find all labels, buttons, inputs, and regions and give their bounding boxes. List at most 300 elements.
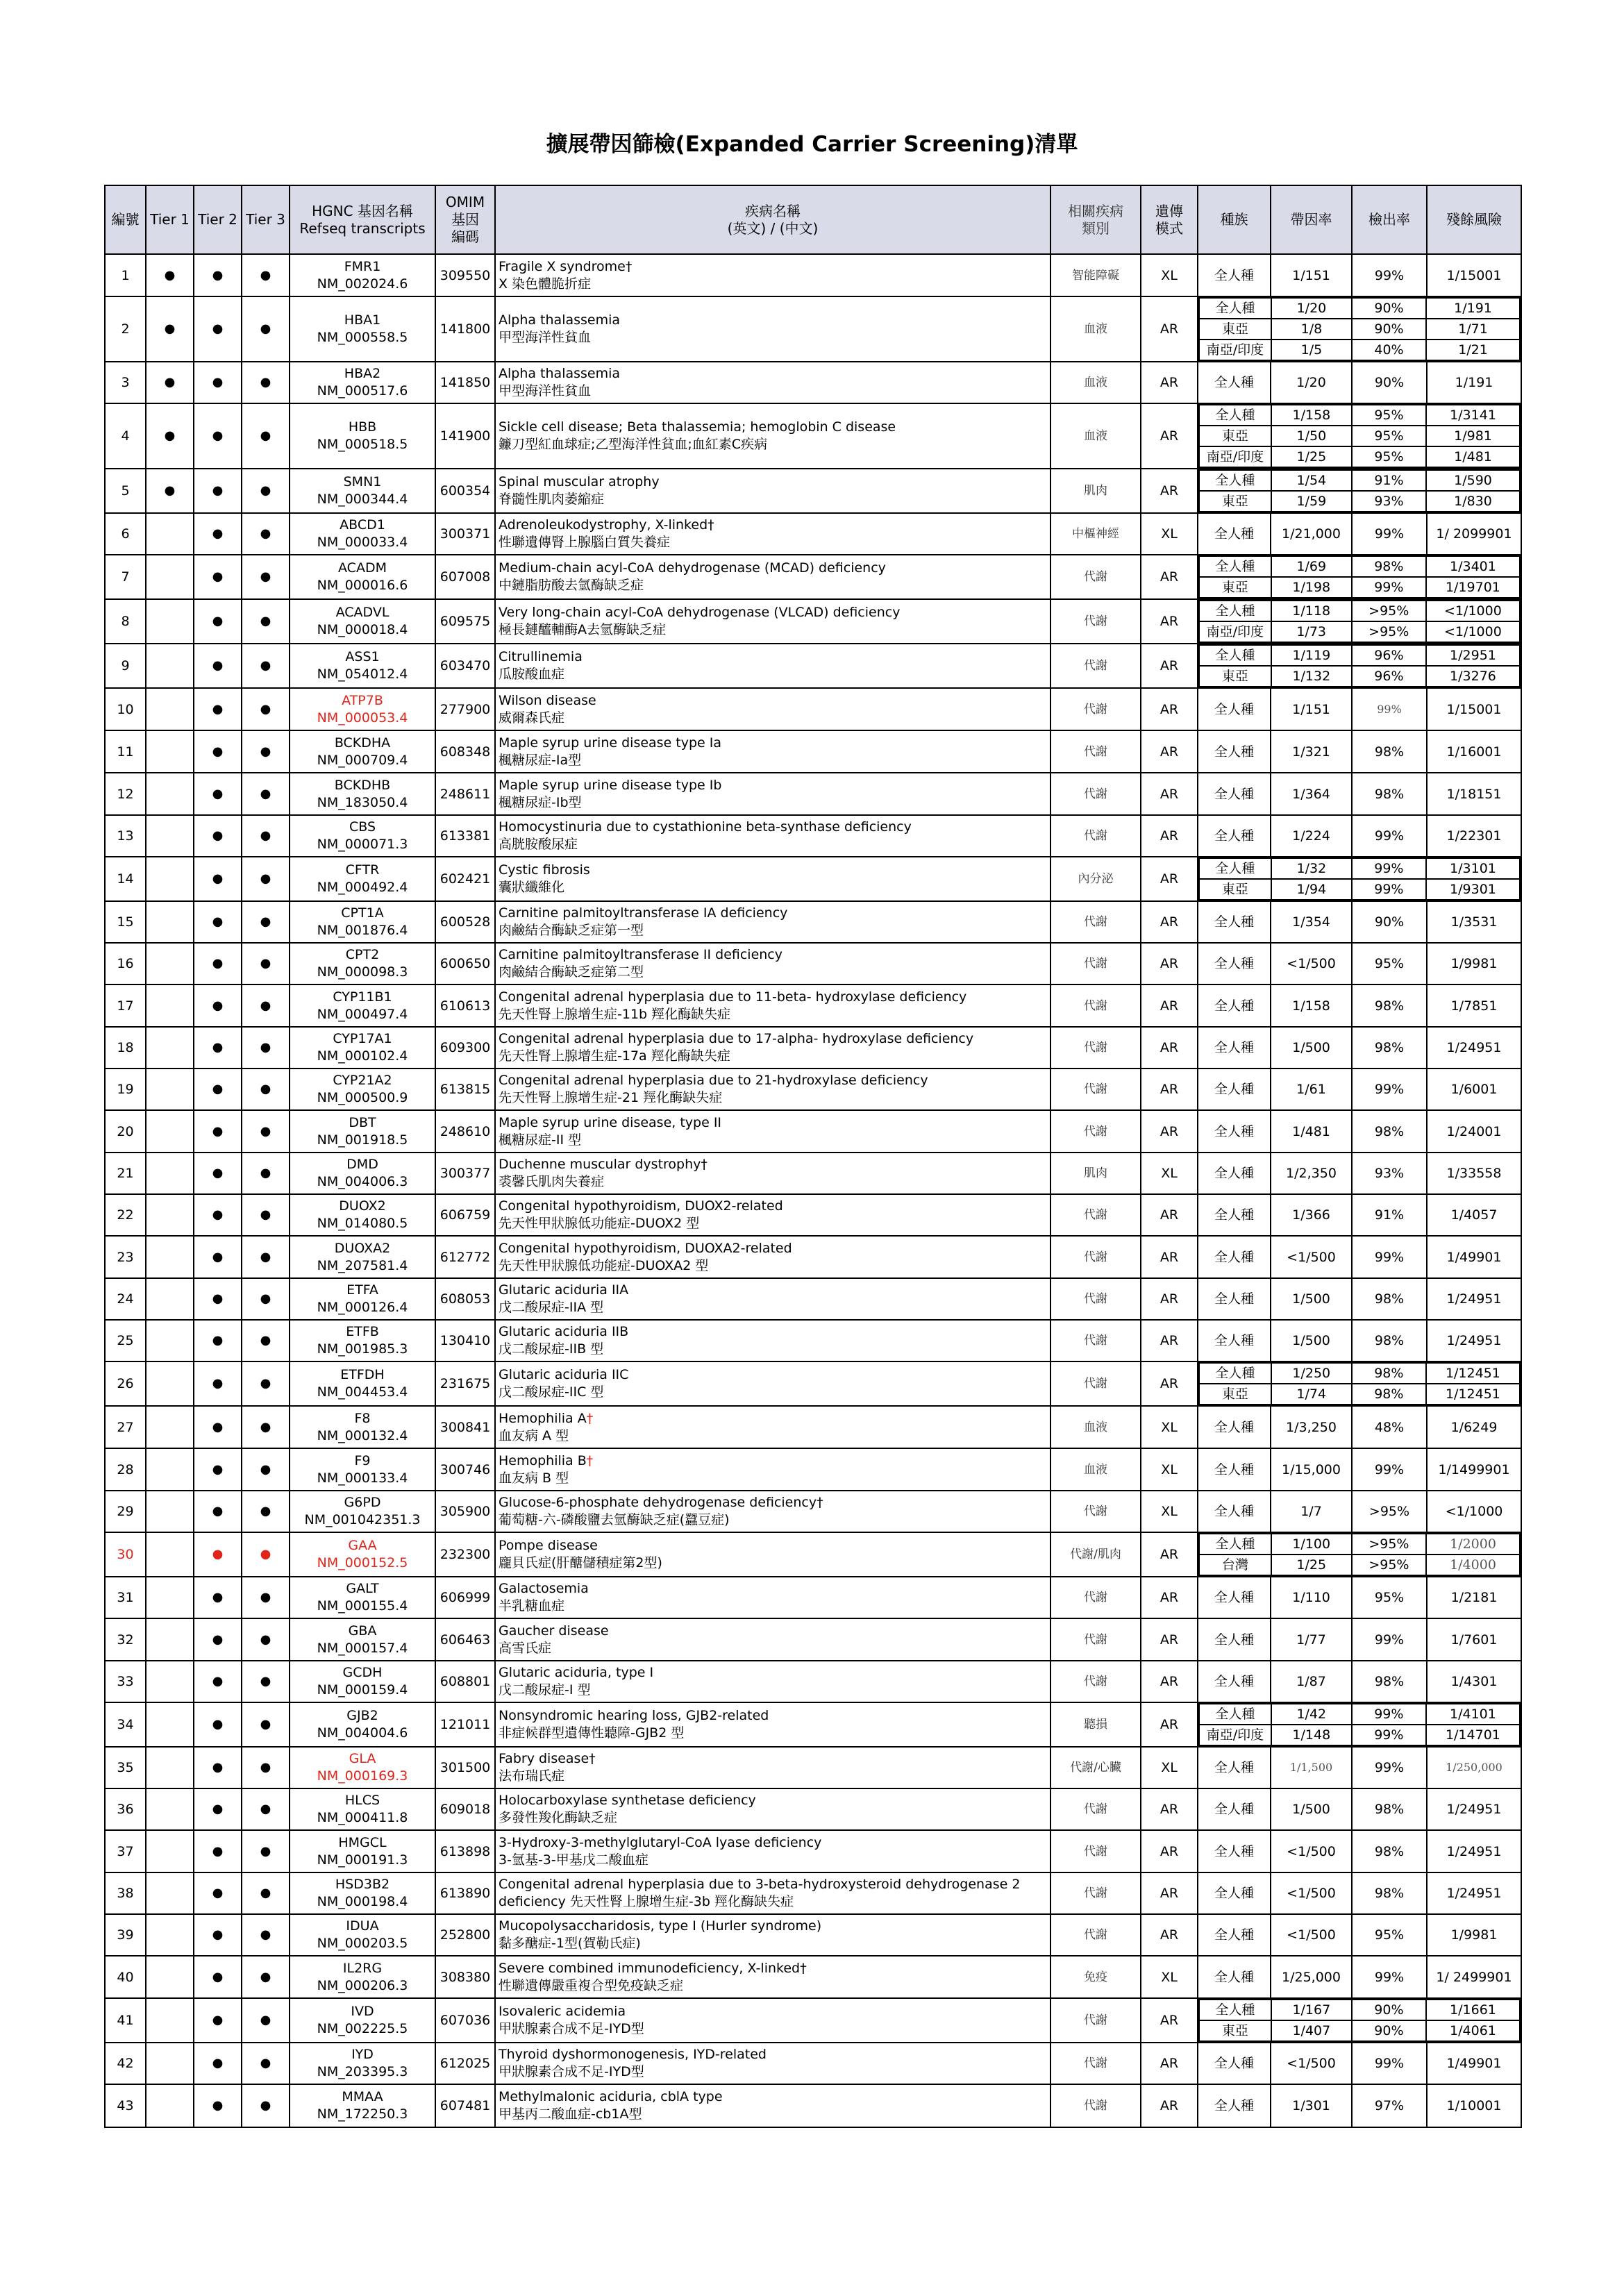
disease-category: 代謝 — [1050, 1110, 1141, 1153]
tier1-cell — [146, 1956, 194, 1998]
tier-bullet: ● — [260, 1376, 271, 1391]
ethnicity: 全人種 — [1199, 405, 1271, 426]
tier-bullet: ● — [260, 1802, 271, 1816]
row-number: 14 — [105, 857, 146, 901]
tier-bullet: ● — [212, 1760, 224, 1775]
tier2-cell — [194, 1236, 242, 1278]
header-category: 相關疾病 類別 — [1050, 185, 1141, 254]
population-row — [1199, 666, 1520, 687]
tier2-cell — [194, 1998, 242, 2043]
refseq-transcript: NM_000159.4 — [317, 1682, 408, 1698]
residual-risk: 1/2181 — [1427, 1577, 1521, 1618]
inheritance-mode: AR — [1141, 2084, 1198, 2127]
disease-en-text: Cystic fibrosis — [499, 862, 590, 878]
disease-category: 代謝 — [1050, 1998, 1141, 2043]
table-header-row — [105, 185, 1521, 254]
row-number: 9 — [105, 644, 146, 688]
disease-name-en — [499, 1114, 1050, 1132]
row-number: 40 — [105, 1956, 146, 1998]
disease-name-en — [499, 648, 1050, 666]
detection-rate: 99% — [1352, 858, 1426, 879]
tier2-cell — [194, 730, 242, 773]
population-data-cell — [1198, 469, 1521, 513]
disease-en-text: Gaucher disease — [499, 1623, 609, 1639]
disease-cell — [495, 1491, 1050, 1532]
carrier-frequency: 1/224 — [1271, 815, 1352, 857]
carrier-frequency: 1/21,000 — [1271, 513, 1352, 555]
carrier-frequency: 1/54 — [1271, 470, 1352, 491]
disease-cell — [495, 1618, 1050, 1661]
header-inheritance: 遺傳 模式 — [1141, 185, 1198, 254]
tier-bullet: ● — [212, 1886, 224, 1900]
tier-bullet: ● — [212, 1969, 224, 1984]
tier1-cell — [146, 1788, 194, 1830]
refseq-transcript: NM_000098.3 — [317, 964, 408, 980]
residual-risk: <1/1000 — [1427, 1491, 1521, 1532]
disease-name-en — [499, 1452, 1050, 1470]
inheritance-mode: XL — [1141, 513, 1198, 555]
table-row — [105, 984, 1521, 1027]
detection-rate: 95% — [1352, 405, 1426, 426]
carrier-screening-table — [104, 185, 1522, 2128]
header-carrier-freq: 帶因率 — [1271, 185, 1352, 254]
carrier-frequency: 1/118 — [1271, 601, 1352, 621]
population-row — [1199, 446, 1520, 467]
table-row — [105, 513, 1521, 555]
refseq-transcript: NM_004453.4 — [317, 1384, 408, 1400]
tier3-cell — [242, 857, 290, 901]
disease-en-text: Maple syrup urine disease type Ia — [499, 735, 722, 751]
tier3-cell — [242, 1618, 290, 1661]
gene-symbol: IYD — [351, 2047, 374, 2062]
detection-rate: 98% — [1352, 730, 1427, 773]
carrier-frequency: 1/407 — [1271, 2020, 1352, 2041]
table-row — [105, 555, 1521, 599]
inheritance-mode: AR — [1141, 1618, 1198, 1661]
gene-cell — [290, 773, 435, 815]
residual-risk: 1/21 — [1426, 340, 1520, 360]
tier2-cell — [194, 1194, 242, 1236]
tier1-cell — [146, 1914, 194, 1956]
omim-code: 607008 — [435, 555, 495, 599]
detection-rate: 98% — [1352, 1278, 1427, 1320]
tier3-cell — [242, 1830, 290, 1872]
disease-en-text: Glutaric aciduria IIA — [499, 1282, 629, 1298]
inheritance-mode: AR — [1141, 1998, 1198, 2043]
row-number: 17 — [105, 984, 146, 1027]
tier-bullet: ● — [260, 1717, 271, 1732]
tier1-cell — [146, 901, 194, 943]
tier1-cell — [146, 857, 194, 901]
detection-rate: 98% — [1352, 1830, 1427, 1872]
residual-risk: 1/12451 — [1426, 1363, 1520, 1384]
population-row — [1199, 577, 1520, 598]
tier-bullet: ● — [260, 321, 271, 336]
gene-symbol: HBA2 — [344, 366, 381, 381]
disease-name-en — [499, 1750, 1050, 1768]
tier-bullet: ● — [212, 1291, 224, 1306]
row-number: 29 — [105, 1491, 146, 1532]
tier2-cell — [194, 1788, 242, 1830]
carrier-frequency: <1/500 — [1271, 943, 1352, 984]
disease-cell — [495, 1361, 1050, 1406]
table-row — [105, 688, 1521, 730]
tier3-cell — [242, 1406, 290, 1448]
population-row — [1199, 879, 1520, 900]
carrier-frequency: 1/250 — [1271, 1363, 1352, 1384]
tier2-cell — [194, 984, 242, 1027]
tier-bullet: ● — [212, 1504, 224, 1518]
gene-symbol: HBB — [348, 419, 377, 435]
carrier-frequency: 1/74 — [1271, 1384, 1352, 1405]
tier2-cell — [194, 1278, 242, 1320]
tier-bullet: ● — [212, 526, 224, 541]
carrier-frequency: 1/151 — [1271, 254, 1352, 296]
gene-cell — [290, 1747, 435, 1788]
carrier-frequency: 1/61 — [1271, 1069, 1352, 1110]
gene-cell — [290, 857, 435, 901]
refseq-transcript: NM_004004.6 — [317, 1725, 408, 1741]
disease-category: 代謝 — [1050, 1914, 1141, 1956]
population-data-cell — [1198, 1532, 1521, 1577]
tier3-cell — [242, 773, 290, 815]
gene-symbol: IL2RG — [342, 1960, 383, 1976]
ethnicity: 全人種 — [1198, 1577, 1271, 1618]
refseq-transcript: NM_002225.5 — [317, 2021, 408, 2036]
ethnicity: 全人種 — [1199, 601, 1271, 621]
inheritance-mode: AR — [1141, 943, 1198, 984]
gene-symbol: F9 — [354, 1452, 371, 1468]
ethnicity: 東亞 — [1199, 577, 1271, 598]
ethnicity: 東亞 — [1199, 491, 1271, 512]
gene-symbol: ETFB — [346, 1324, 379, 1339]
population-row — [1199, 1534, 1520, 1555]
tier-bullet: ● — [260, 2098, 271, 2113]
tier3-cell — [242, 469, 290, 513]
tier1-cell — [146, 296, 194, 362]
disease-name-en — [499, 2088, 1050, 2106]
tier3-cell — [242, 1110, 290, 1153]
omim-code: 277900 — [435, 688, 495, 730]
omim-code: 608053 — [435, 1278, 495, 1320]
ethnicity: 全人種 — [1198, 984, 1271, 1027]
table-row — [105, 1577, 1521, 1618]
tier2-cell — [194, 403, 242, 469]
disease-name-en — [499, 1030, 1050, 1048]
disease-en-text: Methylmalonic aciduria, cblA type — [499, 2089, 723, 2104]
table-row — [105, 1491, 1521, 1532]
row-number: 42 — [105, 2043, 146, 2084]
omim-code: 300371 — [435, 513, 495, 555]
detection-rate: 97% — [1352, 2084, 1427, 2127]
tier-bullet: ● — [260, 871, 271, 886]
tier3-cell — [242, 1236, 290, 1278]
tier-bullet: ● — [260, 1927, 271, 1942]
population-data-cell — [1198, 1361, 1521, 1406]
detection-rate: 90% — [1352, 901, 1427, 943]
carrier-frequency: 1/148 — [1271, 1725, 1352, 1745]
refseq-transcript: NM_000053.4 — [317, 710, 408, 726]
disease-cell — [495, 857, 1050, 901]
ethnicity: 東亞 — [1199, 426, 1271, 446]
refseq-transcript: NM_000133.4 — [317, 1470, 408, 1486]
ethnicity: 全人種 — [1198, 1406, 1271, 1448]
tier3-cell — [242, 1914, 290, 1956]
tier3-cell — [242, 1872, 290, 1914]
residual-risk: 1/590 — [1426, 470, 1520, 491]
disease-category: 代謝 — [1050, 1618, 1141, 1661]
refseq-transcript: NM_000492.4 — [317, 880, 408, 895]
disease-name-zh: 法布瑞氏症 — [499, 1768, 565, 1784]
disease-name-en — [499, 2046, 1050, 2063]
tier-bullet: ● — [260, 569, 271, 584]
detection-rate: 98% — [1352, 1384, 1426, 1405]
residual-risk: 1/3401 — [1426, 556, 1520, 577]
disease-cell — [495, 1448, 1050, 1491]
detection-rate: >95% — [1352, 1491, 1427, 1532]
gene-cell — [290, 1702, 435, 1747]
gene-symbol: GLA — [349, 1751, 376, 1766]
disease-en-text: 3-Hydroxy-3-methylglutaryl-CoA lyase deficiency — [499, 1834, 822, 1850]
table-row — [105, 1278, 1521, 1320]
ethnicity: 全人種 — [1199, 556, 1271, 577]
tier3-cell — [242, 1278, 290, 1320]
detection-rate: 99% — [1352, 513, 1427, 555]
refseq-transcript: NM_001985.3 — [317, 1341, 408, 1357]
omim-code: 606463 — [435, 1618, 495, 1661]
tier1-cell — [146, 1069, 194, 1110]
disease-name-zh: 楓糖尿症-II 型 — [499, 1132, 582, 1148]
disease-name-en — [499, 1072, 1050, 1089]
row-number: 7 — [105, 555, 146, 599]
population-data-cell — [1198, 1998, 1521, 2043]
row-number: 18 — [105, 1027, 146, 1069]
tier-bullet: ● — [260, 526, 271, 541]
tier-bullet: ● — [260, 1166, 271, 1180]
gene-symbol: CPT2 — [345, 947, 380, 962]
population-subtable — [1198, 469, 1521, 512]
disease-name-zh: 先天性腎上腺增生症-11b 羥化酶缺失症 — [499, 1006, 731, 1022]
disease-en-text: Alpha thalassemia — [499, 366, 621, 381]
detection-rate: 99% — [1352, 815, 1427, 857]
ethnicity: 全人種 — [1198, 1320, 1271, 1361]
disease-category: 肌肉 — [1050, 469, 1141, 513]
table-row — [105, 1788, 1521, 1830]
residual-risk: 1/4101 — [1426, 1704, 1520, 1725]
residual-risk: <1/1000 — [1426, 601, 1520, 621]
inheritance-mode: XL — [1141, 254, 1198, 296]
refseq-transcript: NM_000517.6 — [317, 383, 408, 399]
disease-en-text: Wilson disease — [499, 692, 596, 708]
detection-rate: 98% — [1352, 984, 1427, 1027]
tier1-cell — [146, 644, 194, 688]
tier1-cell — [146, 2084, 194, 2127]
table-row — [105, 403, 1521, 469]
disease-name-zh: 3-氫基-3-甲基戊二酸血症 — [499, 1852, 648, 1868]
gene-symbol: SMN1 — [343, 474, 382, 489]
tier-bullet: ● — [260, 744, 271, 759]
table-row — [105, 296, 1521, 362]
ethnicity: 全人種 — [1198, 901, 1271, 943]
disease-name-zh: 鐮刀型紅血球症;乙型海洋性貧血;血紅素C疾病 — [499, 437, 768, 452]
detection-rate: 98% — [1352, 1110, 1427, 1153]
detection-rate: 99% — [1352, 1069, 1427, 1110]
disease-name-en — [499, 1537, 1050, 1555]
tier3-cell — [242, 815, 290, 857]
tier2-cell — [194, 1361, 242, 1406]
inheritance-mode: AR — [1141, 469, 1198, 513]
disease-en-text: Hemophilia B — [499, 1452, 587, 1468]
tier1-cell — [146, 403, 194, 469]
carrier-frequency: 1/132 — [1271, 666, 1352, 687]
carrier-frequency: 1/25,000 — [1271, 1956, 1352, 1998]
residual-risk: 1/1661 — [1426, 2000, 1520, 2020]
residual-risk: 1/2000 — [1426, 1534, 1520, 1555]
disease-name-zh: 戊二酸尿症-IIA 型 — [499, 1300, 604, 1315]
table-row — [105, 1069, 1521, 1110]
residual-risk: 1/6001 — [1427, 1069, 1521, 1110]
tier-bullet: ● — [212, 1376, 224, 1391]
inheritance-mode: AR — [1141, 296, 1198, 362]
header-omim: OMIM 基因 編碼 — [435, 185, 495, 254]
residual-risk: 1/981 — [1426, 426, 1520, 446]
disease-en-text: Very long-chain acyl-CoA dehydrogenase (VLCAD) deficiency — [499, 605, 901, 620]
row-number: 19 — [105, 1069, 146, 1110]
disease-name-en — [499, 1323, 1050, 1341]
detection-rate: 93% — [1352, 491, 1426, 512]
disease-category: 血液 — [1050, 362, 1141, 403]
disease-category: 智能障礙 — [1050, 254, 1141, 296]
refseq-transcript: NM_000203.5 — [317, 1936, 408, 1951]
gene-symbol: CPT1A — [341, 905, 384, 921]
refseq-transcript: NM_207581.4 — [317, 1257, 408, 1273]
carrier-frequency: 1/167 — [1271, 2000, 1352, 2020]
omim-code: 130410 — [435, 1320, 495, 1361]
disease-cell — [495, 1956, 1050, 1998]
tier-bullet: ● — [212, 483, 224, 498]
row-number: 30 — [105, 1532, 146, 1577]
table-row — [105, 1702, 1521, 1747]
tier3-cell — [242, 2043, 290, 2084]
tier1-cell — [146, 555, 194, 599]
gene-symbol: GAA — [348, 1538, 377, 1553]
disease-category: 代謝/肌肉 — [1050, 1532, 1141, 1577]
gene-symbol: DMD — [346, 1157, 378, 1172]
inheritance-mode: AR — [1141, 599, 1198, 644]
tier-bullet: ● — [212, 1333, 224, 1348]
population-data-cell — [1198, 857, 1521, 901]
disease-category: 代謝 — [1050, 1194, 1141, 1236]
gene-symbol: ACADM — [338, 560, 387, 576]
disease-en-text: Isovaleric acidemia — [499, 2004, 626, 2019]
disease-en-text: Alpha thalassemia — [499, 312, 621, 328]
tier2-cell — [194, 1747, 242, 1788]
tier1-cell — [146, 1491, 194, 1532]
carrier-frequency: 1/158 — [1271, 984, 1352, 1027]
disease-name-zh: 肉鹼結合酶缺乏症第一型 — [499, 923, 644, 938]
omim-code: 300746 — [435, 1448, 495, 1491]
table-row — [105, 1618, 1521, 1661]
carrier-frequency: 1/500 — [1271, 1788, 1352, 1830]
residual-risk: 1/ 2099901 — [1427, 513, 1521, 555]
tier2-cell — [194, 1872, 242, 1914]
disease-category: 血液 — [1050, 403, 1141, 469]
disease-name-en — [499, 604, 1050, 621]
ethnicity: 東亞 — [1199, 666, 1271, 687]
row-number: 36 — [105, 1788, 146, 1830]
residual-risk: 1/3531 — [1427, 901, 1521, 943]
disease-category: 血液 — [1050, 1406, 1141, 1448]
gene-symbol: MMAA — [342, 2089, 383, 2104]
detection-rate: 90% — [1352, 2000, 1426, 2020]
gene-symbol: CBS — [349, 819, 376, 835]
tier3-cell — [242, 2084, 290, 2127]
disease-en-text: Carnitine palmitoyltransferase II deficiency — [499, 947, 782, 962]
tier1-cell — [146, 984, 194, 1027]
tier-bullet: ● — [164, 483, 176, 498]
ethnicity: 全人種 — [1198, 254, 1271, 296]
population-row — [1199, 491, 1520, 512]
ethnicity: 全人種 — [1198, 362, 1271, 403]
tier-bullet: ● — [212, 321, 224, 336]
omim-code: 609575 — [435, 599, 495, 644]
residual-risk: 1/10001 — [1427, 2084, 1521, 2127]
tier2-cell — [194, 1618, 242, 1661]
detection-rate: 99% — [1352, 1725, 1426, 1745]
row-number: 15 — [105, 901, 146, 943]
residual-risk: 1/830 — [1426, 491, 1520, 512]
tier2-cell — [194, 296, 242, 362]
disease-cell — [495, 1872, 1050, 1914]
disease-name-en — [499, 2003, 1050, 2020]
disease-name-en — [499, 312, 1050, 329]
disease-category: 代謝 — [1050, 555, 1141, 599]
carrier-frequency: 1/5 — [1271, 340, 1352, 360]
tier3-cell — [242, 555, 290, 599]
table-row — [105, 1914, 1521, 1956]
detection-rate: 98% — [1352, 773, 1427, 815]
header-tier2: Tier 2 — [194, 185, 242, 254]
tier2-cell — [194, 599, 242, 644]
tier2-cell — [194, 1406, 242, 1448]
tier2-cell — [194, 1491, 242, 1532]
detection-rate: 90% — [1352, 2020, 1426, 2041]
gene-cell — [290, 1577, 435, 1618]
gene-symbol: GCDH — [342, 1665, 383, 1680]
row-number: 3 — [105, 362, 146, 403]
tier-bullet: ● — [212, 1547, 224, 1561]
gene-symbol: ATP7B — [342, 692, 383, 708]
tier1-cell — [146, 688, 194, 730]
residual-risk: 1/2951 — [1426, 645, 1520, 666]
disease-name-en — [499, 1240, 1050, 1257]
disease-category: 代謝 — [1050, 1320, 1141, 1361]
disease-category: 代謝 — [1050, 984, 1141, 1027]
ethnicity: 台灣 — [1199, 1555, 1271, 1575]
tier-bullet: ● — [260, 1969, 271, 1984]
inheritance-mode: AR — [1141, 1914, 1198, 1956]
inheritance-mode: AR — [1141, 1110, 1198, 1153]
tier1-cell — [146, 943, 194, 984]
carrier-frequency: 1/321 — [1271, 730, 1352, 773]
omim-code: 600650 — [435, 943, 495, 984]
disease-category: 代謝 — [1050, 2084, 1141, 2127]
detection-rate: 99% — [1352, 1618, 1427, 1661]
disease-cell — [495, 599, 1050, 644]
gene-cell — [290, 1110, 435, 1153]
residual-risk: 1/7601 — [1427, 1618, 1521, 1661]
disease-name-en — [499, 1494, 1050, 1511]
